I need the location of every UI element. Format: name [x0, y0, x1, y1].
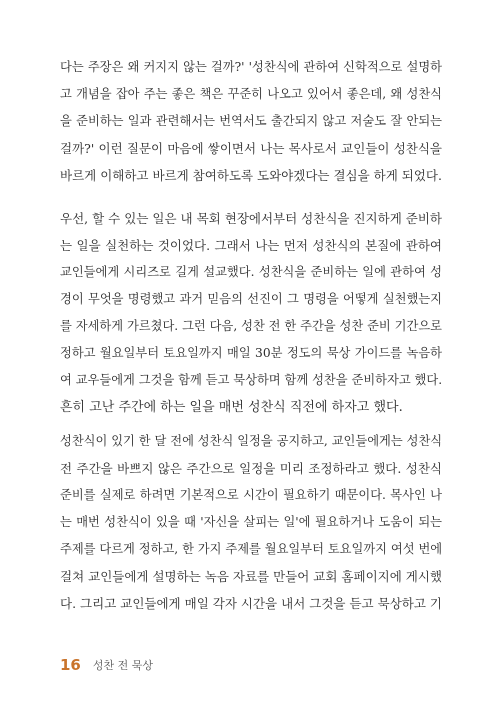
paragraph-1	[60, 54, 442, 189]
text-line: 흔히 고난 주간에 하는 일을 매번 성찬식 직전에 하자고 했다.	[60, 400, 403, 415]
text-line: 고 개념을 잡아 주는 좋은 책은 꾸준히 나오고 있어서 좋은데, 왜 성찬식	[60, 87, 442, 101]
text-line: 전 주간을 바쁘지 않은 주간으로 일정을 미리 조정하라고 했다. 성찬식	[60, 461, 442, 476]
text-line: 을 준비하는 일과 관련해서는 번역서도 출간되지 않고 저술도 잘 안되는	[60, 114, 442, 128]
page-footer	[60, 655, 153, 675]
text-line: 는 일을 실천하는 것이었다. 그래서 나는 먼저 성찬식의 본질에 관하여	[60, 238, 442, 253]
text-line: 교인들에게 시리즈로 길게 설교했다. 성찬식을 준비하는 일에 관하여 성	[60, 265, 442, 279]
running-title: 성찬 전 묵상	[92, 659, 153, 672]
text-line: 는 매번 성찬식이 있을 때 '자신을 살피는 일'에 필요하거나 도움이 되는	[60, 515, 442, 529]
text-line: 준비를 실제로 하려면 기본적으로 시간이 필요하기 때문이다. 목사인 나	[60, 488, 442, 502]
text-line: 경이 무엇을 명령했고 과거 믿음의 선진이 그 명령을 어떻게 실천했는지	[60, 292, 442, 306]
text-line: 정하고 월요일부터 토요일까지 매일 30분 정도의 묵상 가이드를 녹음하	[60, 346, 442, 360]
text-line: 걸까?' 이런 질문이 마음에 쌓이면서 나는 목사로서 교인들이 성찬식을	[60, 141, 442, 156]
paragraph-2	[60, 205, 442, 421]
text-line: 성찬식이 있기 한 달 전에 성찬식 일정을 공지하고, 교인들에게는 성찬식	[60, 434, 442, 448]
text-line: 우선, 할 수 있는 일은 내 목회 현장에서부터 성찬식을 진지하게 준비하	[60, 211, 442, 226]
paragraph-3	[60, 428, 442, 617]
text-line: 를 자세하게 가르쳤다. 그런 다음, 성찬 전 한 주간을 성찬 준비 기간으로	[60, 319, 442, 333]
page-number: 16	[60, 656, 81, 674]
text-line: 주제를 다르게 정하고, 한 가지 주제를 월요일부터 토요일까지 여섯 번에	[60, 542, 442, 556]
text-line: 바르게 이해하고 바르게 참여하도록 도와야겠다는 결심을 하게 되었다.	[60, 168, 442, 183]
text-line: 다. 그리고 교인들에게 매일 각자 시간을 내서 그것을 듣고 묵상하고 기	[60, 596, 442, 611]
text-line: 걸쳐 교인들에게 설명하는 녹음 자료를 만들어 교회 홈페이지에 게시했	[60, 569, 442, 584]
text-line: 여 교우들에게 그것을 함께 듣고 묵상하며 함께 성찬을 준비하자고 했다.	[60, 373, 442, 387]
text-line: 다는 주장은 왜 커지지 않는 걸까?' '성찬식에 관하여 신학적으로 설명하	[60, 60, 442, 74]
